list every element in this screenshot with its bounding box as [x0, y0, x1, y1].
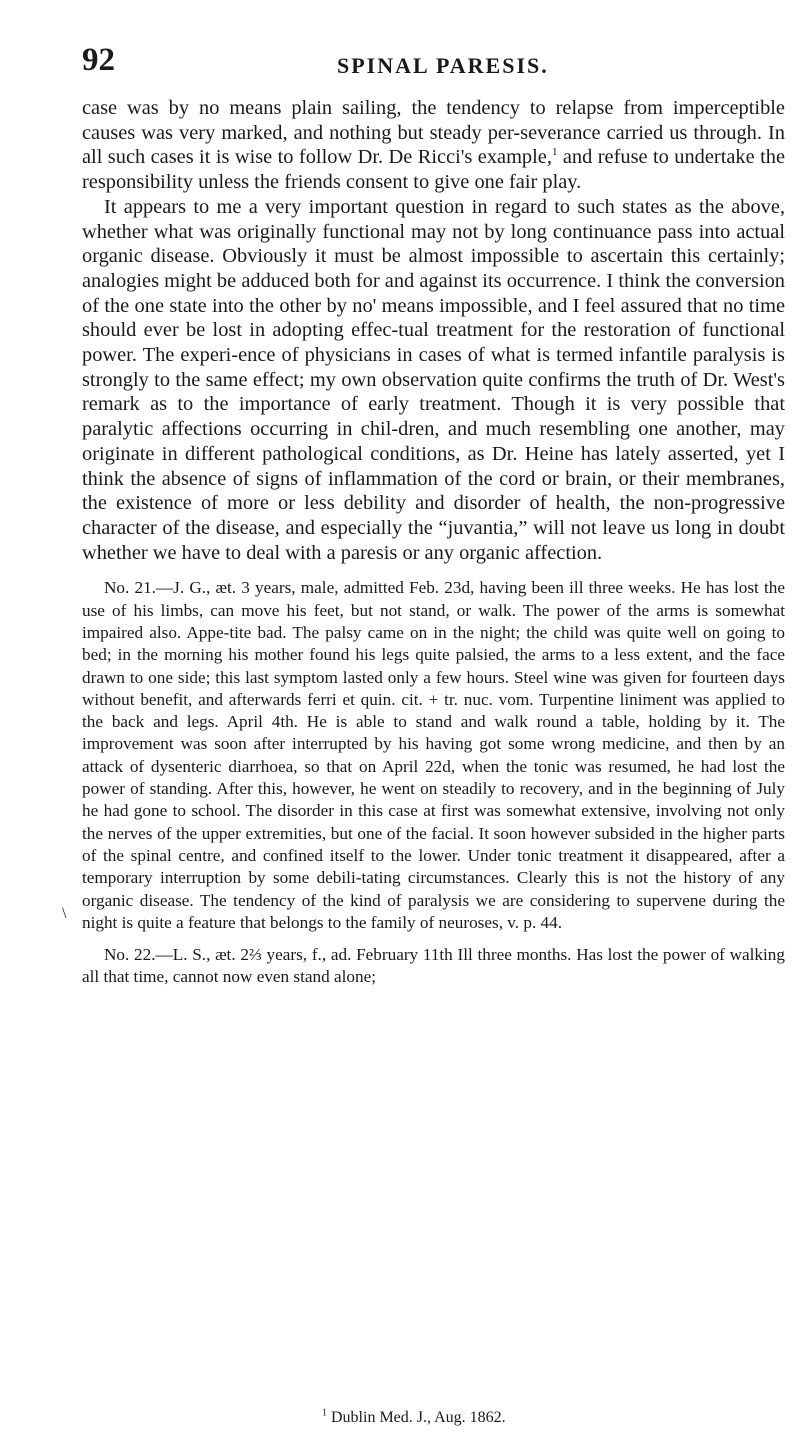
- paragraph-2: It appears to me a very important question in regard to such states as the above, whether what was originally functional may not by long continuance pass into actual organic disease. Obviously it must be almost impossible to ascertain this certainly; analogies might be adduced both for and against its occurrence. I think the conversion of the one state into the other by no' means impossible, and I feel assured that no time should ever be lost in adopting effec-tual treatment for the restoration of functional power. The experi-ence of physicians in cases of what is termed infantile paralysis is strongly to the same effect; my own observation quite confirms the truth of Dr. West's remark as to the importance of early treatment. Though it is very possible that paralytic affections occurring in chil-dren, and much resembling one another, may originate in different pathological conditions, as Dr. Heine has lately asserted, yet I think the absence of signs of inflammation of the cord or brain, or their membranes, the existence of more or less debility and disorder of health, the non-progressive character of the disease, and especially the “juvantia,” will not leave us long in doubt whether we have to deal with a paresis or any organic affection.: [82, 195, 785, 564]
- paragraph-1-text-start: case was by no means plain sailing, the tendency to relapse from imperceptible causes was very marked, and nothing but steady per-severance carried us through. In all such cases it is wise to follow Dr. De Ricci's example,: [82, 97, 785, 169]
- case-21: No. 21.—J. G., æt. 3 years, male, admitted Feb. 23d, having been ill three weeks. He has lost the use of his limbs, can move his feet, but not stand, or walk. The power of the arms is somewhat impaired also. Appe-tite bad. The palsy came on in the night; the child was quite well on going to bed; in the morning his mother found his legs quite palsied, the arms to a less extent, and the face drawn to one side; this last symptom lasted only a few hours. Steel wine was given for fourteen days without benefit, and afterwards ferri et quin. cit. + tr. nuc. vom. Turpentine liniment was applied to the back and legs. April 4th. He is able to stand and walk round a table, holding by it. The improvement was soon after interrupted by his having got some wrong medicine, and then by an attack of dysenteric diarrhoea, so that on April 22d, when the tonic was resumed, he had lost the power of standing. After this, however, he went on steadily to recovery, and in the beginning of July he had gone to school. The disorder in this case at first was somewhat extensive, involving not only the nerves of the upper extremities, but one of the facial. It soon however subsided in the higher parts of the spinal centre, and confined itself to the lower. Under tonic treatment it disappeared, after a temporary interruption by some debili-tating circumstances. Clearly this is not the history of any organic disease. The tendency of the kind of paralysis we are considering to supervene during the night is quite a feature that belongs to the family of neuroses, v. p. 44.: [82, 578, 785, 932]
- running-head: SPINAL PARESIS.: [337, 53, 549, 78]
- page-number: 92: [82, 42, 115, 78]
- footnote-ref: 1: [551, 146, 558, 159]
- paragraph-1: [82, 96, 785, 195]
- footnote-marker: 1: [322, 1407, 327, 1419]
- footnote: [322, 1408, 506, 1428]
- footnote-text: Dublin Med. J., Aug. 1862.: [327, 1409, 506, 1426]
- body-text: [82, 96, 785, 989]
- page-header: [82, 40, 782, 80]
- paragraph-1-text-end: and refuse to undertake the responsibility unless the friends consent to give one fair play.: [82, 146, 785, 194]
- case-22: No. 22.—L. S., æt. 2⅔ years, f., ad. February 11th Ill three months. Has lost the power of walking all that time, cannot now even stand alone;: [82, 945, 785, 987]
- margin-mark: \: [62, 905, 67, 922]
